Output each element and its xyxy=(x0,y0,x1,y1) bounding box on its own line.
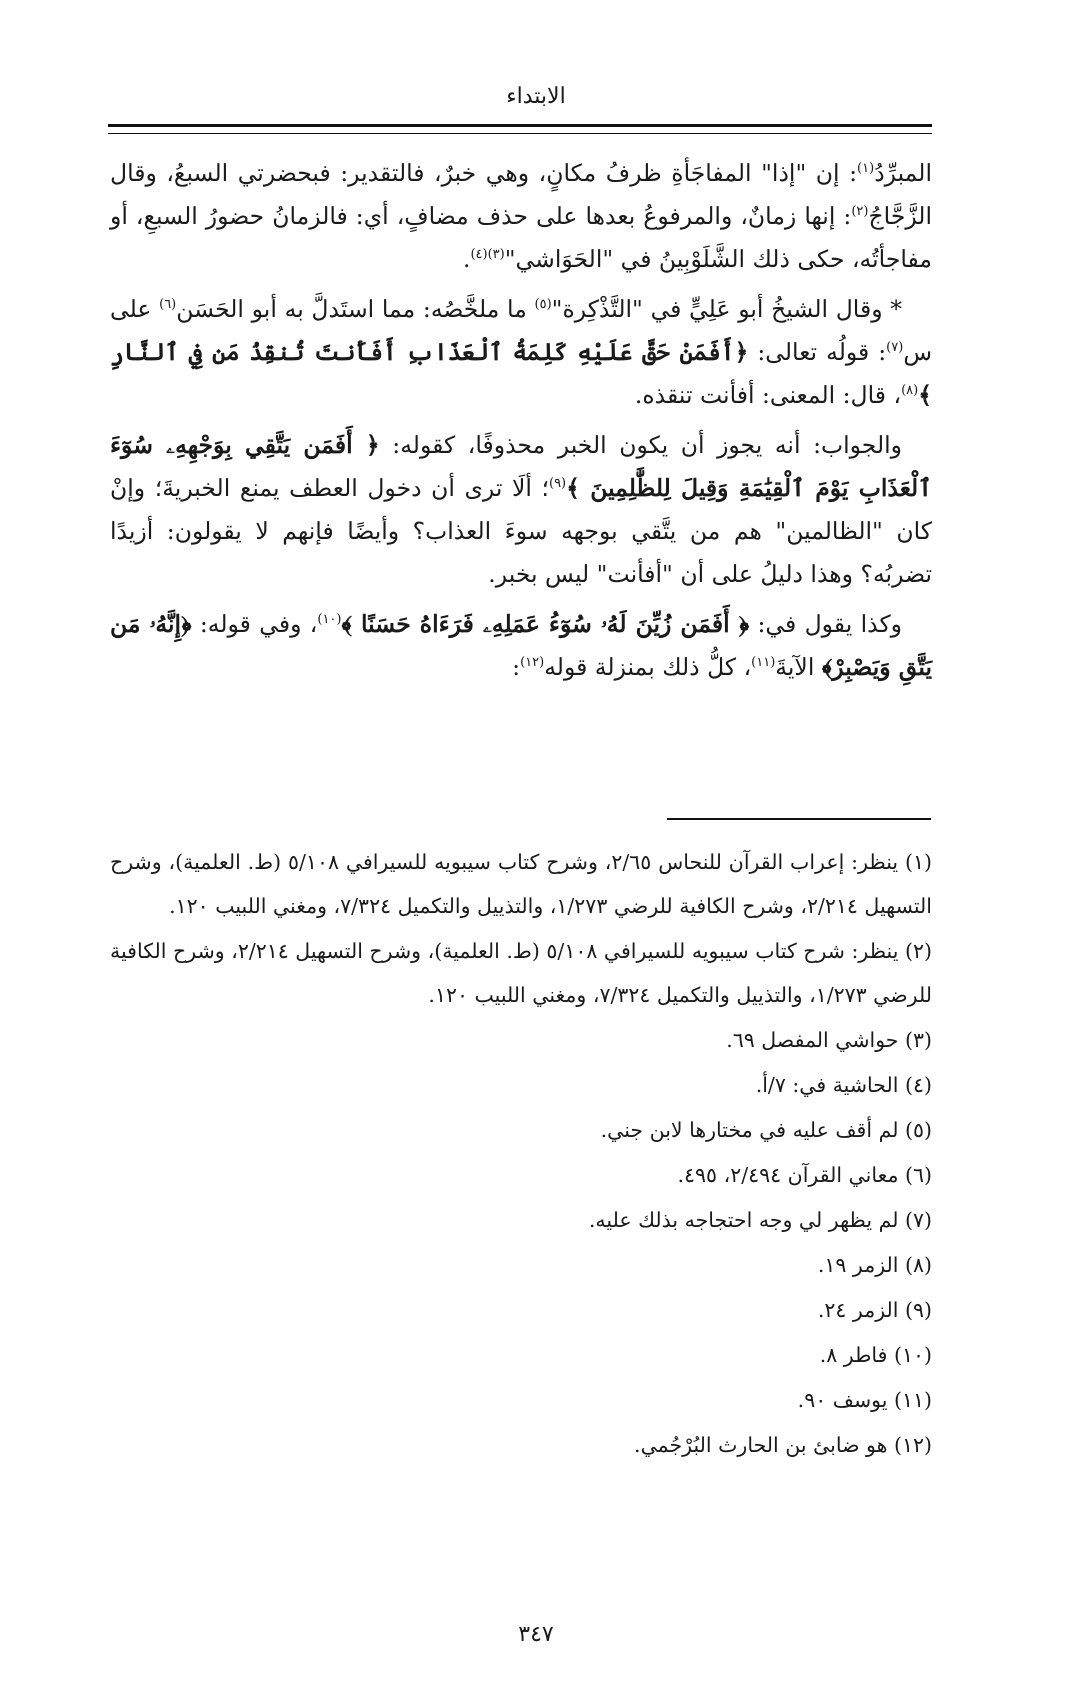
footnote-ref: (٣)(٤) xyxy=(470,247,505,263)
footnote-4: (٤) الحاشية في: ٧/أ. xyxy=(755,1073,932,1097)
footnote-ref: (٦) xyxy=(159,297,177,313)
footnote-10: (١٠) فاطر ٨. xyxy=(819,1343,932,1367)
text: على س xyxy=(110,295,932,366)
footnote-1: (١) ينظر: إعراب القرآن للنحاس ٢/٦٥، وشرح كتاب سيبويه للسيرافي ٥/١٠٨ (ط. العلمية)، وشرح التسهيل ٢/٢١٤، وشرح الكافية للرضي ١/٢٧٣، والتذييل والتكميل ٧/٣٢٤، ومغني اللبيب ١٢٠. xyxy=(110,850,933,918)
text: . xyxy=(462,245,471,273)
text: وكذا يقول في: xyxy=(749,610,902,638)
text: ؛ ألَا ترى أن دخول العطف يمنع الخبريةَ؛ وإنْ كان "الظالمين" هم من يتَّقي بوجهه سوءَ العذاب؟ وأيضًا فإنهم لا يقولون: أزيدًا تضربُه؟ وهذا دليلُ على أن "أفأنت" ليس بخبر. xyxy=(110,474,932,588)
quran-verse: ﴿ أَفَمَن يَتَّقِي بِوَجْهِهِۦ سُوٓءَ ٱلْعَذَابِ يَوْمَ ٱلْقِيَٰمَةِ وَقِيلَ لِلظَّٰلِمِينَ ﴾ xyxy=(110,431,932,502)
footnote-11: (١١) يوسف ٩٠. xyxy=(797,1388,932,1412)
quran-verse: ﴿ أَفَمَن زُيِّنَ لَهُۥ سُوٓءُ عَمَلِهِۦ فَرَءَاهُ حَسَنًا ﴾ xyxy=(341,610,750,638)
footnote-ref: (٨) xyxy=(901,383,919,399)
footnote-6: (٦) معاني القرآن ٢/٤٩٤، ٤٩٥. xyxy=(677,1163,932,1187)
quran-verse: ﴿إِنَّهُۥ مَن يَتَّقِ وَيَصْبِرْ﴾ xyxy=(110,610,932,681)
footnote-7: (٧) لم يظهر لي وجه احتجاجه بذلك عليه. xyxy=(588,1208,932,1232)
footnote-ref: (٩) xyxy=(548,476,567,492)
paragraph-3 xyxy=(110,424,932,596)
footnote-5: (٥) لم أقف عليه في مختارها لابن جني. xyxy=(600,1118,932,1142)
footnote-3: (٣) حواشي المفصل ٦٩. xyxy=(726,1028,932,1052)
text: المبرِّدُ xyxy=(874,159,932,187)
text: الآيةَ xyxy=(775,653,822,681)
paragraph-2 xyxy=(110,288,932,417)
paragraph-1 xyxy=(110,152,932,281)
text: : قولُه تعالى: xyxy=(748,338,887,366)
footnote-ref: (١١) xyxy=(751,655,776,671)
footnote-12: (١٢) هو ضابئ بن الحارث البُرْجُمي. xyxy=(634,1433,932,1457)
text: : إن "إذا" المفاجَأةِ ظرفُ مكانٍ، وهي خبرٌ، فالتقدير: فبحضرتي السبعُ، وقال الزَّجَّاجُ xyxy=(110,159,932,230)
text: ، قال: المعنى: أفأنت تنقذه. xyxy=(634,381,902,409)
footnote-8: (٨) الزمر ١٩. xyxy=(817,1253,932,1277)
running-title: الابتداء xyxy=(506,84,566,109)
paragraph-4 xyxy=(110,603,932,689)
footnotes xyxy=(110,840,932,1468)
footnote-9: (٩) الزمر ٢٤. xyxy=(817,1298,932,1322)
footnote-ref: (١٢) xyxy=(520,655,545,671)
footnote-ref: (٢) xyxy=(851,204,869,220)
header-rule-thick xyxy=(108,124,932,127)
header-rule-thin xyxy=(108,133,932,134)
footnote-ref: (١٠) xyxy=(317,612,342,628)
text: : xyxy=(512,653,521,681)
text: * وقال الشيخُ أبو عَلِيٍّ في "التَّذْكِرة" xyxy=(551,295,903,323)
footnote-ref: (٥) xyxy=(534,297,552,313)
text: : إنها زمانٌ، والمرفوعُ بعدها على حذف مضافٍ، أي: فالزمانُ حضورُ السبعِ، أو مفاجأتُه، حكى ذلك الشَّلَوْبِينُ في "الحَوَاشي" xyxy=(110,202,932,273)
page-number: ٣٤٧ xyxy=(518,1622,554,1647)
text: ، وفي قوله: xyxy=(191,610,318,638)
footnote-separator xyxy=(667,818,931,820)
footnote-ref: (٧) xyxy=(886,340,904,356)
footnote-ref: (١) xyxy=(857,161,875,177)
text: ، كلُّ ذلك بمنزلة قوله xyxy=(544,653,752,681)
quran-verse: ﴿أَفَمَنْ حَقَّ عَلَيْهِ كَلِمَةُ ٱلْعَذَابِ أَفَأَنتَ تُنقِذُ مَن فِي ٱلنَّارِ ﴾ xyxy=(110,338,932,409)
text: ما ملخَّصُه: مما استَدلَّ به أبو الحَسَن xyxy=(176,295,535,323)
main-text xyxy=(110,152,932,696)
text: والجواب: أنه يجوز أن يكون الخبر محذوفًا، كقوله: xyxy=(379,431,902,459)
footnote-2: (٢) ينظر: شرح كتاب سيبويه للسيرافي ٥/١٠٨ (ط. العلمية)، وشرح التسهيل ٢/٢١٤، وشرح الكافية للرضي ١/٢٧٣، والتذييل والتكميل ٧/٣٢٤، ومغني اللبيب ١٢٠. xyxy=(110,939,932,1007)
